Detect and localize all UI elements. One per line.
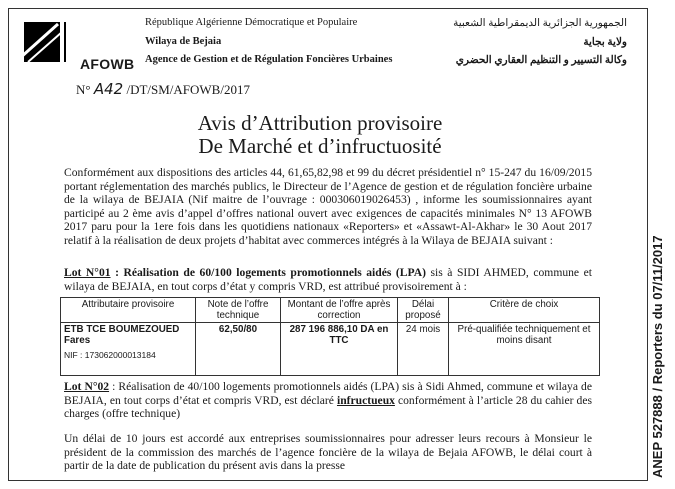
afowb-logo (18, 14, 136, 70)
lot1-title: : Réalisation de 60/100 logements promotionnels aidés (LPA) (110, 266, 426, 279)
notice-title-line2: De Marché et d’infructuosité (198, 134, 442, 158)
lot1-paragraph (64, 266, 592, 293)
attribution-table (60, 297, 600, 376)
table-header-row (61, 298, 600, 323)
col-note: Note de l’offre technique (196, 298, 281, 323)
reference-prefix: N° (76, 82, 91, 97)
col-critere: Critère de choix (449, 298, 600, 323)
side-publication-note: ANEP 527888 / Reporters du 07/11/2017 (650, 235, 665, 478)
notice-title-line1: Avis d’Attribution provisoire (197, 111, 443, 135)
reference-handwritten-number: A42 (93, 80, 124, 98)
table-row (61, 323, 600, 376)
logo-text: AFOWB (80, 56, 135, 72)
header-fr-line2: Wilaya de Bejaia (145, 36, 222, 47)
lot2-text-b: conformément à l’article 28 du cahier des charges (offre technique) (64, 393, 592, 421)
lot2-text-a: : Réalisation de 40/100 logements promotionnels aidés (LPA) sis à Sidi Ahmed, commune et wilaya de BEJAIA, en tout corps d’état et compris VRD, est déclaré (64, 380, 592, 407)
reference-suffix: /DT/SM/AFOWB/2017 (126, 82, 250, 97)
lot2-label: Lot N°02 (64, 380, 110, 393)
reference-number (76, 80, 250, 98)
cell-delai: 24 mois (398, 323, 449, 376)
cell-critere: Pré-qualifiée techniquement et moins disant (449, 323, 600, 376)
header-fr-line1: République Algérienne Démocratique et Populaire (145, 17, 358, 28)
header-ar-line2: ولاية بجاية (583, 37, 627, 48)
cell-montant: 287 196 886,10 DA en TTC (281, 323, 398, 376)
intro-paragraph: Conformément aux dispositions des articles 44, 61,65,82,98 et 99 du décret présidentiel n° 15-247 du 16/09/2015 portant réglementation des marchés publics, le Directeur de l’Agence de gestion et de régulation foncière urbaine de la wilaya de BEJAIA (Nif maitre de l’ouvrage : 000306019026453) , informe les soumissionnaires ayant participé au 2 ème avis d’appel d’offres national ouvert avec exigences de capacités minimales N° 13 AFOWB 2017 paru pour la 1ere fois dans les quotidiens nationaux «Reporters» et «Assawt-Al-Akhar» le 30 Aout 2017 relatif à la réalisation de deux projets d’habitat avec commerces intégrés à la Wilaya de BEJAIA suivant : (64, 166, 592, 247)
cell-note: 62,50/80 (196, 323, 281, 376)
closing-paragraph: Un délai de 10 jours est accordé aux entreprises soumissionnaires pour adresser leurs recours à Monsieur le président de la commission des marchés de l’agence foncière de la wilaya de Bejaia AFOWB, le délai court à partir de la date de publication du présent avis dans la presse (64, 432, 592, 473)
col-attributaire: Attributaire provisoire (61, 298, 196, 323)
header-ar-line3: وكالة التسيير و التنظيم العقاري الحضري (455, 55, 627, 66)
lot2-paragraph (64, 380, 592, 421)
col-montant: Montant de l’offre après correction (281, 298, 398, 323)
lot1-details: sis à SIDI AHMED, commune et wilaya de BEJAIA, en tout corps d’état y compris VRD, est attribué provisoirement à : (64, 266, 592, 293)
company-name: ETB TCE BOUMEZOUED Fares (64, 324, 180, 346)
company-nif: NIF : 173062000013184 (64, 350, 156, 360)
lot1-label: Lot N°01 (64, 266, 111, 279)
col-delai: Délai proposé (398, 298, 449, 323)
lot2-infructueux: infructueux (336, 393, 395, 407)
header-ar-line1: الجمهورية الجزائرية الديمقراطية الشعبية (453, 18, 627, 29)
header-fr-line3: Agence de Gestion et de Régulation Foncières Urbaines (145, 54, 393, 65)
cell-attributaire (61, 323, 196, 376)
